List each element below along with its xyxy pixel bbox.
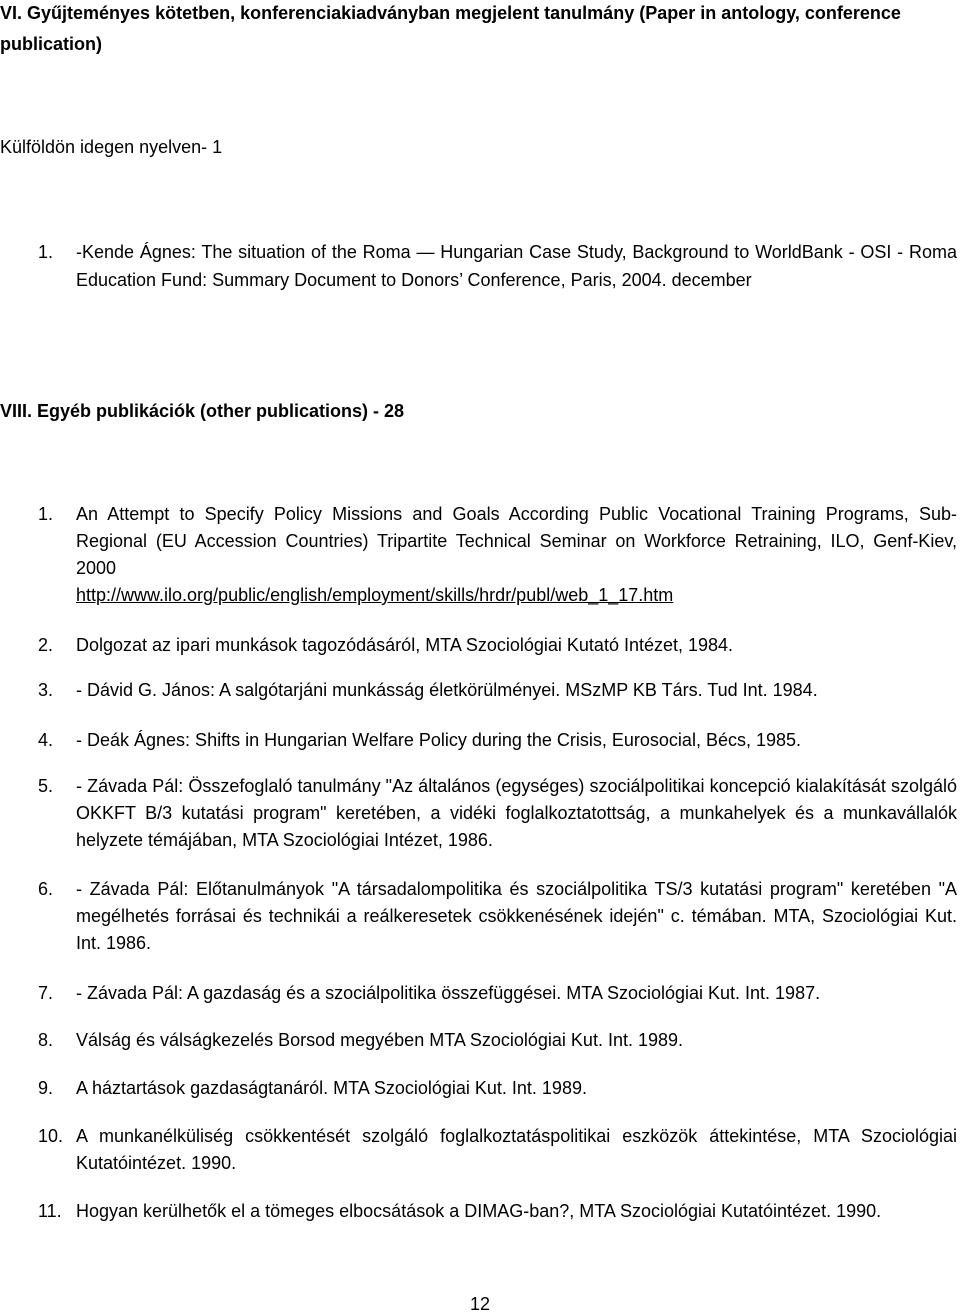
item-text: - Závada Pál: Előtanulmányok "A társadalompolitika és szociálpolitika TS/3 kutatási program" keretében "A megélhetés forrásai és technikái a reálkeresetek csökkenésének idején" c. témában. MTA, Szociológiai Kut. Int. 1986. [76, 879, 957, 953]
item-number: 10. [38, 1126, 64, 1146]
section-vi-heading: VI. Gyűjteményes kötetben, konferenciakiadványban megjelent tanulmány (Paper in antology, conference publication) [0, 3, 901, 54]
item-text: Válság és válságkezelés Borsod megyében MTA Szociológiai Kut. Int. 1989. [76, 1030, 684, 1050]
item-text: - Deák Ágnes: Shifts in Hungarian Welfare Policy during the Crisis, Eurosocial, Bécs, 1985. [76, 730, 802, 750]
item-text: Dolgozat az ipari munkások tagozódásáról, MTA Szociológiai Kutató Intézet, 1984. [76, 635, 734, 655]
item-text: - Závada Pál: A gazdaság és a szociálpolitika összefüggései. MTA Szociológiai Kut. Int. 1987. [76, 983, 821, 1003]
item-text: Hogyan kerülhetők el a tömeges elbocsátások a DIMAG-ban?, MTA Szociológiai Kutatóintézet. 1990. [76, 1201, 882, 1221]
section-viii-heading: VIII. Egyéb publikációk (other publications) - 28 [0, 401, 405, 421]
item-text [76, 501, 957, 609]
item-text: A háztartások gazdaságtanáról. MTA Szociológiai Kut. Int. 1989. [76, 1078, 587, 1098]
item-number: 9. [38, 1078, 54, 1098]
item-link[interactable]: http://www.ilo.org/public/english/employment/skills/hrdr/publ/web_1_17.htm [76, 585, 674, 605]
item-text-body: An Attempt to Specify Policy Missions and Goals According Public Vocational Training Programs, Sub-Regional (EU Accession Countries) Tripartite Technical Seminar on Workforce Retraining, ILO, Genf-Kiev, 2000 [76, 504, 957, 578]
item-number: 5. [38, 776, 54, 796]
item-text: - Dávid G. János: A salgótarjáni munkásság életkörülményei. MSzMP KB Társ. Tud Int. 1984. [76, 680, 818, 700]
item-number: 4. [38, 730, 54, 750]
item-number: 6. [38, 879, 54, 899]
page-number: 12 [469, 1294, 491, 1314]
item-number: 8. [38, 1030, 54, 1050]
item-text: -Kende Ágnes: The situation of the Roma — Hungarian Case Study, Background to WorldBank - OSI - Roma Education Fund: Summary Document to Donors’ Conference, Paris, 2004. december [76, 242, 957, 290]
item-text: - Závada Pál: Összefoglaló tanulmány "Az általános (egységes) szociálpolitikai koncepció kialakítását szolgáló OKKFT B/3 kutatási program" keretében, a vidéki foglalkoztatottság, a munkahelyek és a munkavállalók helyzete témájában, MTA Szociológiai Intézet, 1986. [76, 776, 957, 850]
item-number: 2. [38, 635, 54, 655]
item-text: A munkanélküliség csökkentését szolgáló foglalkoztatáspolitikai eszközök áttekintése, MTA Szociológiai Kutatóintézet. 1990. [76, 1126, 957, 1173]
item-number: 1. [38, 504, 54, 524]
item-number: 7. [38, 983, 54, 1003]
item-number: 11. [38, 1201, 62, 1221]
item-number: 3. [38, 680, 54, 700]
section-vi-subheading: Külföldön idegen nyelven- 1 [0, 137, 223, 157]
item-number: 1. [38, 242, 54, 262]
